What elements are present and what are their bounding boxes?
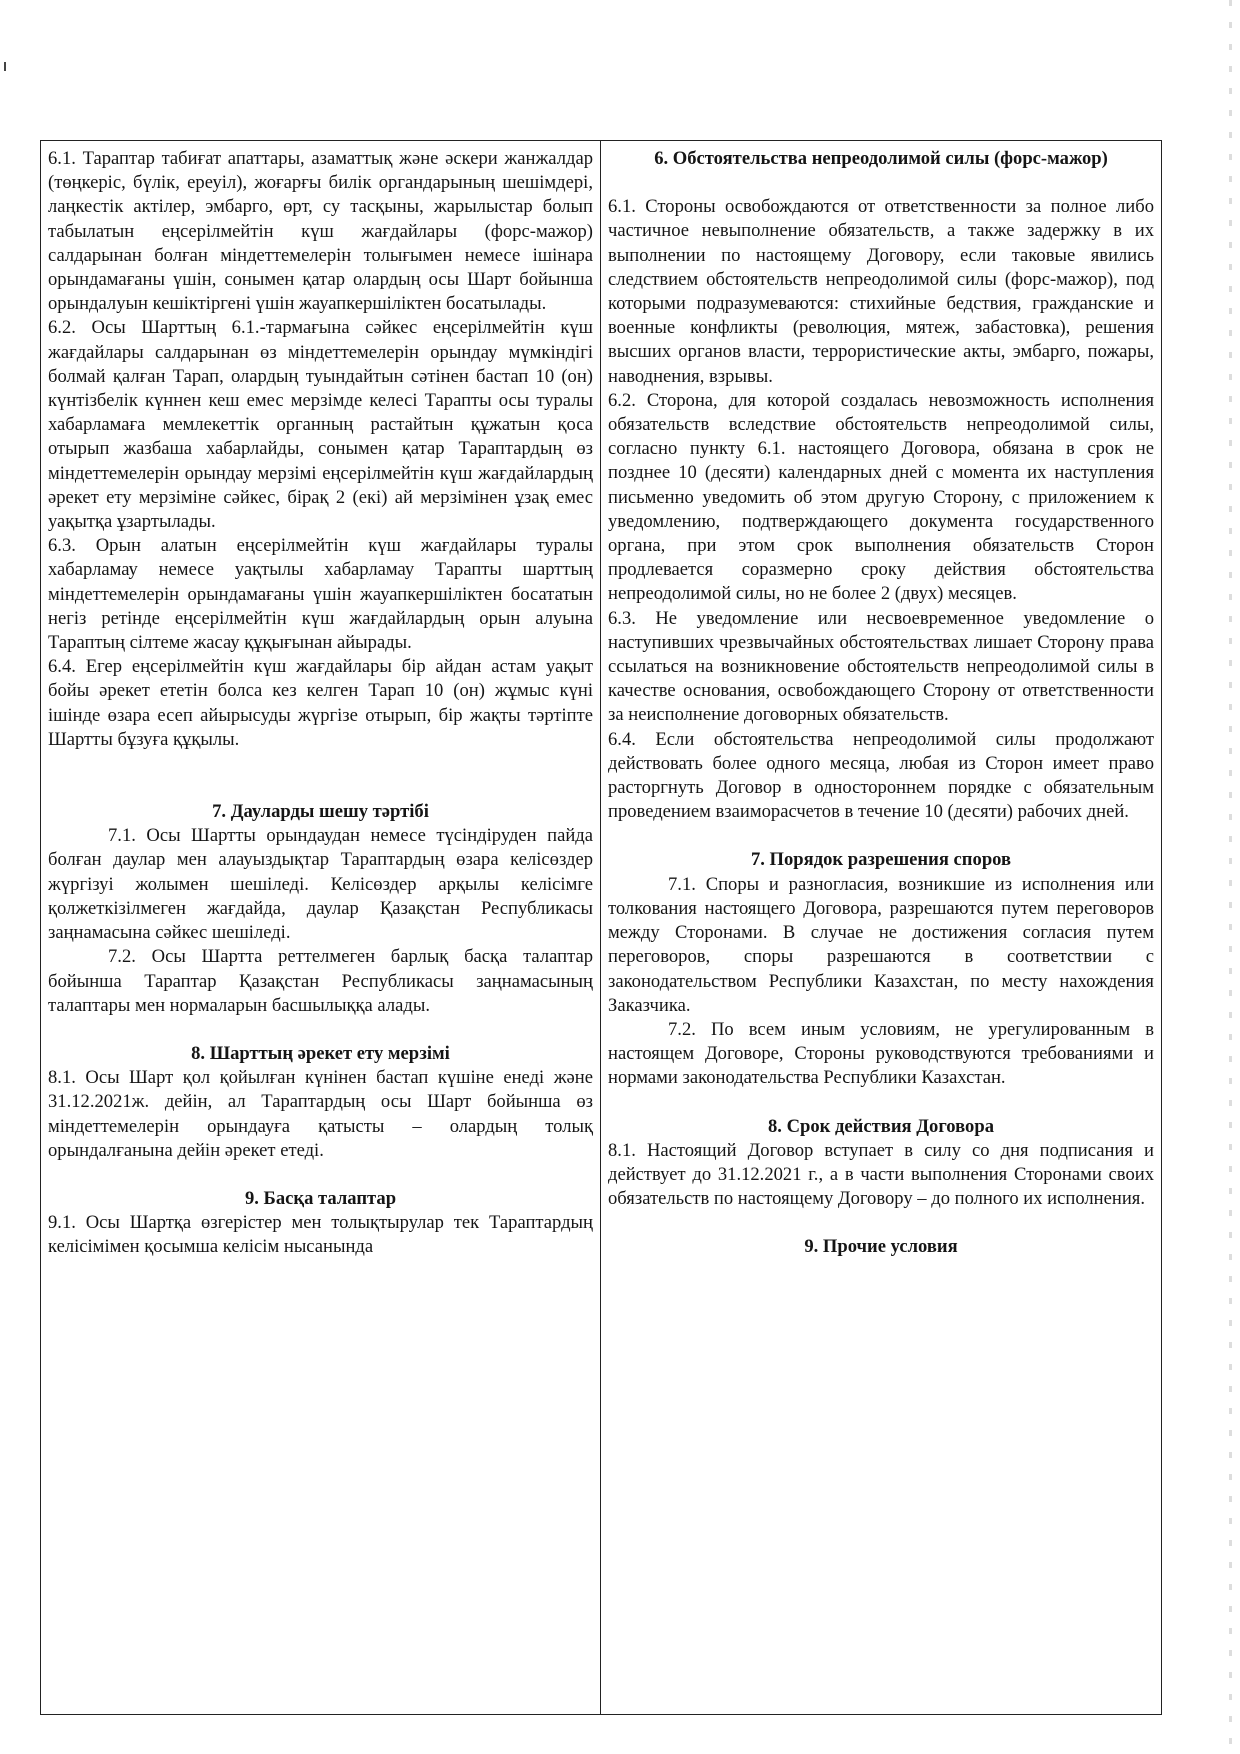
ru-clause-6-3: 6.3. Не уведомление или несвоевременное уведомление о наступивших чрезвычайных обстоятельствах лишает Сторону права ссылаться на возникновение обстоятельств непреодолимой силы в качестве основания, освобождающего Сторону от ответственности за неисполнение договорных обязательств.	[608, 607, 1154, 726]
ru-clause-6-2: 6.2. Сторона, для которой создалась невозможность исполнения обязательств вследствие обстоятельств непреодолимой силы, согласно пункту 6.1. настоящего Договора, обязана в срок не позднее 10 (десяти) календарных дней с момента их наступления письменно уведомить об этом другую Сторону, с приложением к уведомлению, подтверждающего документа государственного органа, при этом срок выполнения обязательств Сторон продлевается соразмерно сроку действия обстоятельства непреодолимой силы, но не более 2 (двух) месяцев.	[608, 389, 1154, 605]
kz-clause-7-2: 7.2. Осы Шартта реттелмеген барлық басқа талаптар бойынша Тараптар Қазақстан Республикасы заңнамасының талаптары мен нормаларын басшылыққа алады.	[48, 946, 593, 1016]
kz-section-8-heading: 8. Шарттың әрекет ету мерзімі	[191, 1042, 450, 1064]
russian-column	[601, 141, 1161, 1714]
bilingual-contract-table	[40, 140, 1162, 1715]
spacer	[608, 171, 1154, 195]
spacer	[608, 824, 1154, 848]
kz-section-7-heading: 7. Дауларды шешу тәртібі	[212, 801, 429, 823]
spacer	[608, 1211, 1154, 1235]
scan-mark	[4, 62, 6, 71]
kz-section-9-heading: 9. Басқа талаптар	[244, 1187, 397, 1209]
ru-section-6-heading: 6. Обстоятельства непреодолимой силы (форс-мажор)	[654, 148, 1108, 169]
spacer	[48, 1163, 593, 1187]
spacer	[48, 752, 593, 800]
kz-clause-6-4: 6.4. Егер еңсерілмейтін күш жағдайлары бір айдан астам уақыт бойы әрекет ететін болса кез келген Тарап 10 (он) жұмыс күні ішінде өзара есеп айырысуды жүргізе отырып, бір жақты тәртіпте Шартты бұзуға құқылы.	[48, 656, 593, 750]
ru-clause-8-1: 8.1. Настоящий Договор вступает в силу со дня подписания и действует до 31.12.2021 г., а в части выполнения Сторонами своих обязательств по настоящему Договору – до полного их исполнения.	[608, 1139, 1154, 1210]
kazakh-column	[41, 141, 601, 1714]
kz-clause-8-1: 8.1. Осы Шарт қол қойылған күнінен бастап күшіне енеді және 31.12.2021ж. дейін, ал Тараптардың осы Шарт бойынша өз міндеттемелерін орындауға қатысты – олардың толық орындалғанына дейін әрекет етеді.	[48, 1067, 593, 1161]
ru-section-8-heading: 8. Срок действия Договора	[768, 1115, 994, 1137]
kz-clause-6-3: 6.3. Орын алатын еңсерілмейтін күш жағдайлары туралы хабарламау немесе уақтылы хабарламау Тарапты шарттың міндеттемелерін орындамағаны үшін жауапкершіліктен босататын негіз ретінде еңсерілмейтін күш жағдайлардың орын алуына Тараптың сілтеме жасау құқығынан айырады.	[48, 535, 593, 654]
kz-clause-6-2: 6.2. Осы Шарттың 6.1.-тармағына сәйкес еңсерілмейтін күш жағдайлары салдарынан өз міндеттемелерін орындау мүмкіндігі болмай қалған Тарап, олардың туындайтын сәтінен бастап 10 (он) күнтізбелік күннен кеш емес мерзімде келесі Тарапты осы туралы хабарламаға мемлекеттік органның растайтын құжатын қоса отырып жазбаша хабарлайды, сонымен қатар Тараптардың өз міндеттемелерін орындау мерзімі еңсерілмейтін күш жағдайлардың әрекет ету мерзіміне сәйкес, бірақ 2 (екі) ай мерзімінен ұзақ емес уақытқа ұзартылады.	[48, 317, 593, 533]
ru-section-9-heading: 9. Прочие условия	[804, 1236, 958, 1258]
ru-section-7-heading: 7. Порядок разрешения споров	[750, 849, 1012, 871]
kz-clause-7-1: 7.1. Осы Шартты орындаудан немесе түсіндіруден пайда болған даулар мен алауыздықтар Тараптардың өзара келісөздер жүргізуі жолымен шешіледі. Келісөздер арқылы келісімге қолжеткізілмеген жағдайда, даулар Қазақстан Республикасы заңнамасына сәйкес шешіледі.	[48, 825, 593, 944]
spacer	[608, 1091, 1154, 1115]
kz-clause-6-1: 6.1. Тараптар табиғат апаттары, азаматтық және әскери жанжалдар (төңкеріс, бүлік, ереуіл), жоғарғы билік органдарының шешімдері, лаңкестік актілер, эмбарго, өрт, су тасқыны, жарылыстар болып табылатын еңсерілмейтін күш жағдайлары (форс-мажор) салдарынан болған міндеттемелерін толығымен немесе ішінара орындамағаны үшін, сонымен қатар олардың осы Шарт бойынша орындалуын кешіктіргені үшін жауапкершіліктен босатылады.	[48, 148, 593, 315]
ru-clause-7-1: 7.1. Споры и разногласия, возникшие из исполнения или толкования настоящего Договора, разрешаются путем переговоров между Сторонами. В случае не достижения согласия путем переговоров, споры разрешаются в соответствии с законодательством Республики Казахстан, по месту нахождения Заказчика.	[608, 873, 1154, 1016]
ru-clause-7-2: 7.2. По всем иным условиям, не урегулированным в настоящем Договоре, Стороны руководствуются требованиями и нормами законодательства Республики Казахстан.	[608, 1018, 1154, 1089]
scan-edge	[1229, 0, 1232, 1754]
spacer	[48, 1018, 593, 1042]
kz-clause-9-1: 9.1. Осы Шартқа өзгерістер мен толықтырулар тек Тараптардың келісімімен қосымша келісім нысанында	[48, 1212, 593, 1258]
ru-clause-6-4: 6.4. Если обстоятельства непреодолимой силы продолжают действовать более одного месяца, любая из Сторон имеет право расторгнуть Договор в одностороннем порядке с обязательным проведением взаиморасчетов в течение 10 (десяти) рабочих дней.	[608, 728, 1154, 823]
ru-clause-6-1: 6.1. Стороны освобождаются от ответственности за полное либо частичное невыполнение обязательств, а также задержку в их выполнении по настоящему Договору, если таковые явились следствием обстоятельств непреодолимой силы (форс-мажор), под которыми подразумеваются: стихийные бедствия, гражданские и военные конфликты (революция, мятеж, забастовка), решения высших органов власти, террористические акты, эмбарго, пожары, наводнения, взрывы.	[608, 196, 1154, 387]
